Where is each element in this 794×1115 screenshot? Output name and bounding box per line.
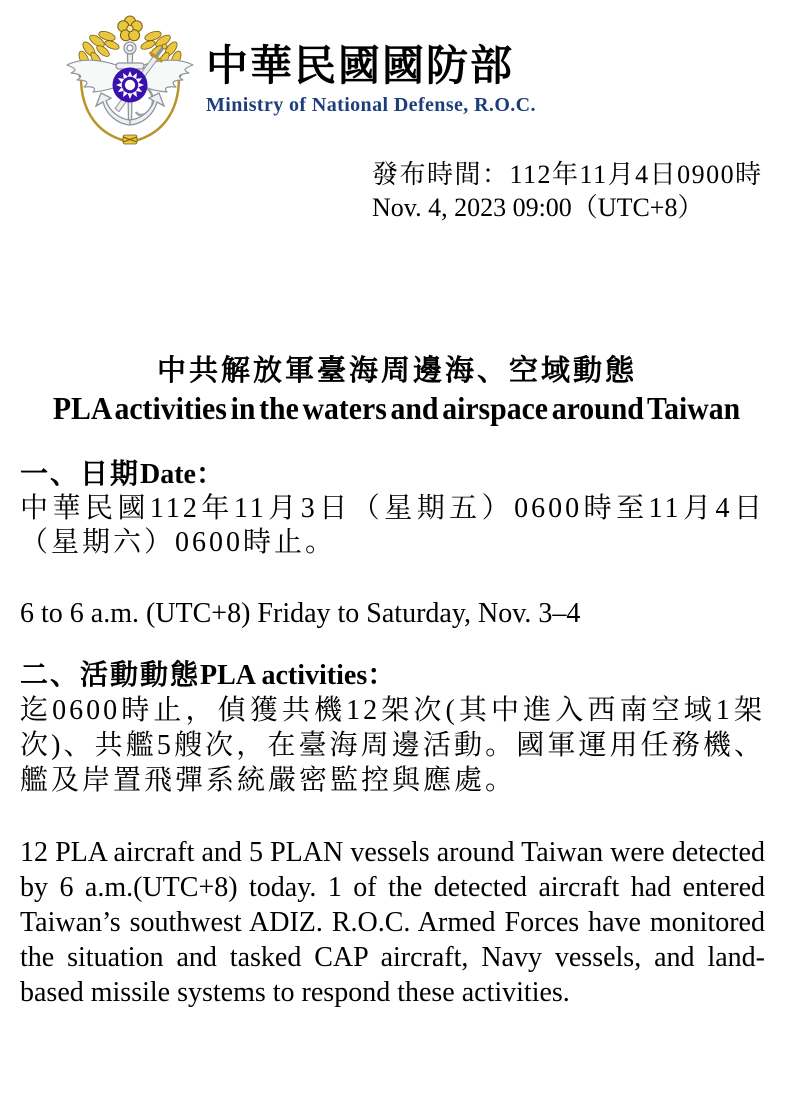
section-activities-body-en: 12 PLA aircraft and 5 PLAN vessels around Taiwan were detected by 6 a.m.(UTC+8) today. 1 of the detected aircraft had entered Taiwan’s southwest ADIZ. R.O.C. Armed Forces have monitored the situation and tasked CAP aircraft, Navy vessels, and land-based missile systems to respond these activities. [20,837,765,1008]
mnd-emblem-icon [60,14,200,150]
wreath-tie-icon [123,135,137,144]
section-activities-heading-en: PLA activities [200,660,368,691]
org-name-zh: 中華民國國防部 [206,44,515,90]
document-header [0,0,794,150]
release-time-block [372,158,794,224]
section-date-heading-en: Date [140,459,196,490]
section-activities-heading [20,659,765,693]
section-date-heading-colon: ： [196,459,227,490]
section-activities-heading-colon: ： [367,660,398,691]
section-activities-heading-zh: 二、活動動態 [20,660,201,691]
release-time-en: Nov. 4, 2023 09:00（UTC+8） [372,193,704,222]
plum-blossom-icon [118,16,142,41]
section-date-body-en: 6 to 6 a.m. (UTC+8) Friday to Saturday, Nov. 3–4 [20,598,581,629]
release-time-zh: 發布時間：112年11月4日0900時 [372,160,763,189]
section-date-heading [20,458,765,492]
org-name-en: Ministry of National Defense, R.O.C. [206,94,536,116]
document-title-en-text: PLA activities in the waters and airspace around Taiwan [53,390,741,426]
section-date-body-zh: 中華民國112年11月3日（星期五）0600時至11月4日（星期六）0600時止。 [20,493,765,558]
org-name-block [206,14,536,150]
document-title-en [0,390,794,426]
document-body [20,458,765,1010]
document-title [0,352,794,426]
document-title-zh: 中共解放軍臺海周邊海、空域動態 [156,355,637,387]
sun-emblem-icon [113,68,148,103]
section-activities-body-zh: 迄0600時止，偵獲共機12架次(其中進入西南空域1架次)、共艦5艘次，在臺海周邊活動。國軍運用任務機、艦及岸置飛彈系統嚴密監控與應處。 [20,695,765,796]
section-date-heading-zh: 一、日期 [20,459,141,490]
